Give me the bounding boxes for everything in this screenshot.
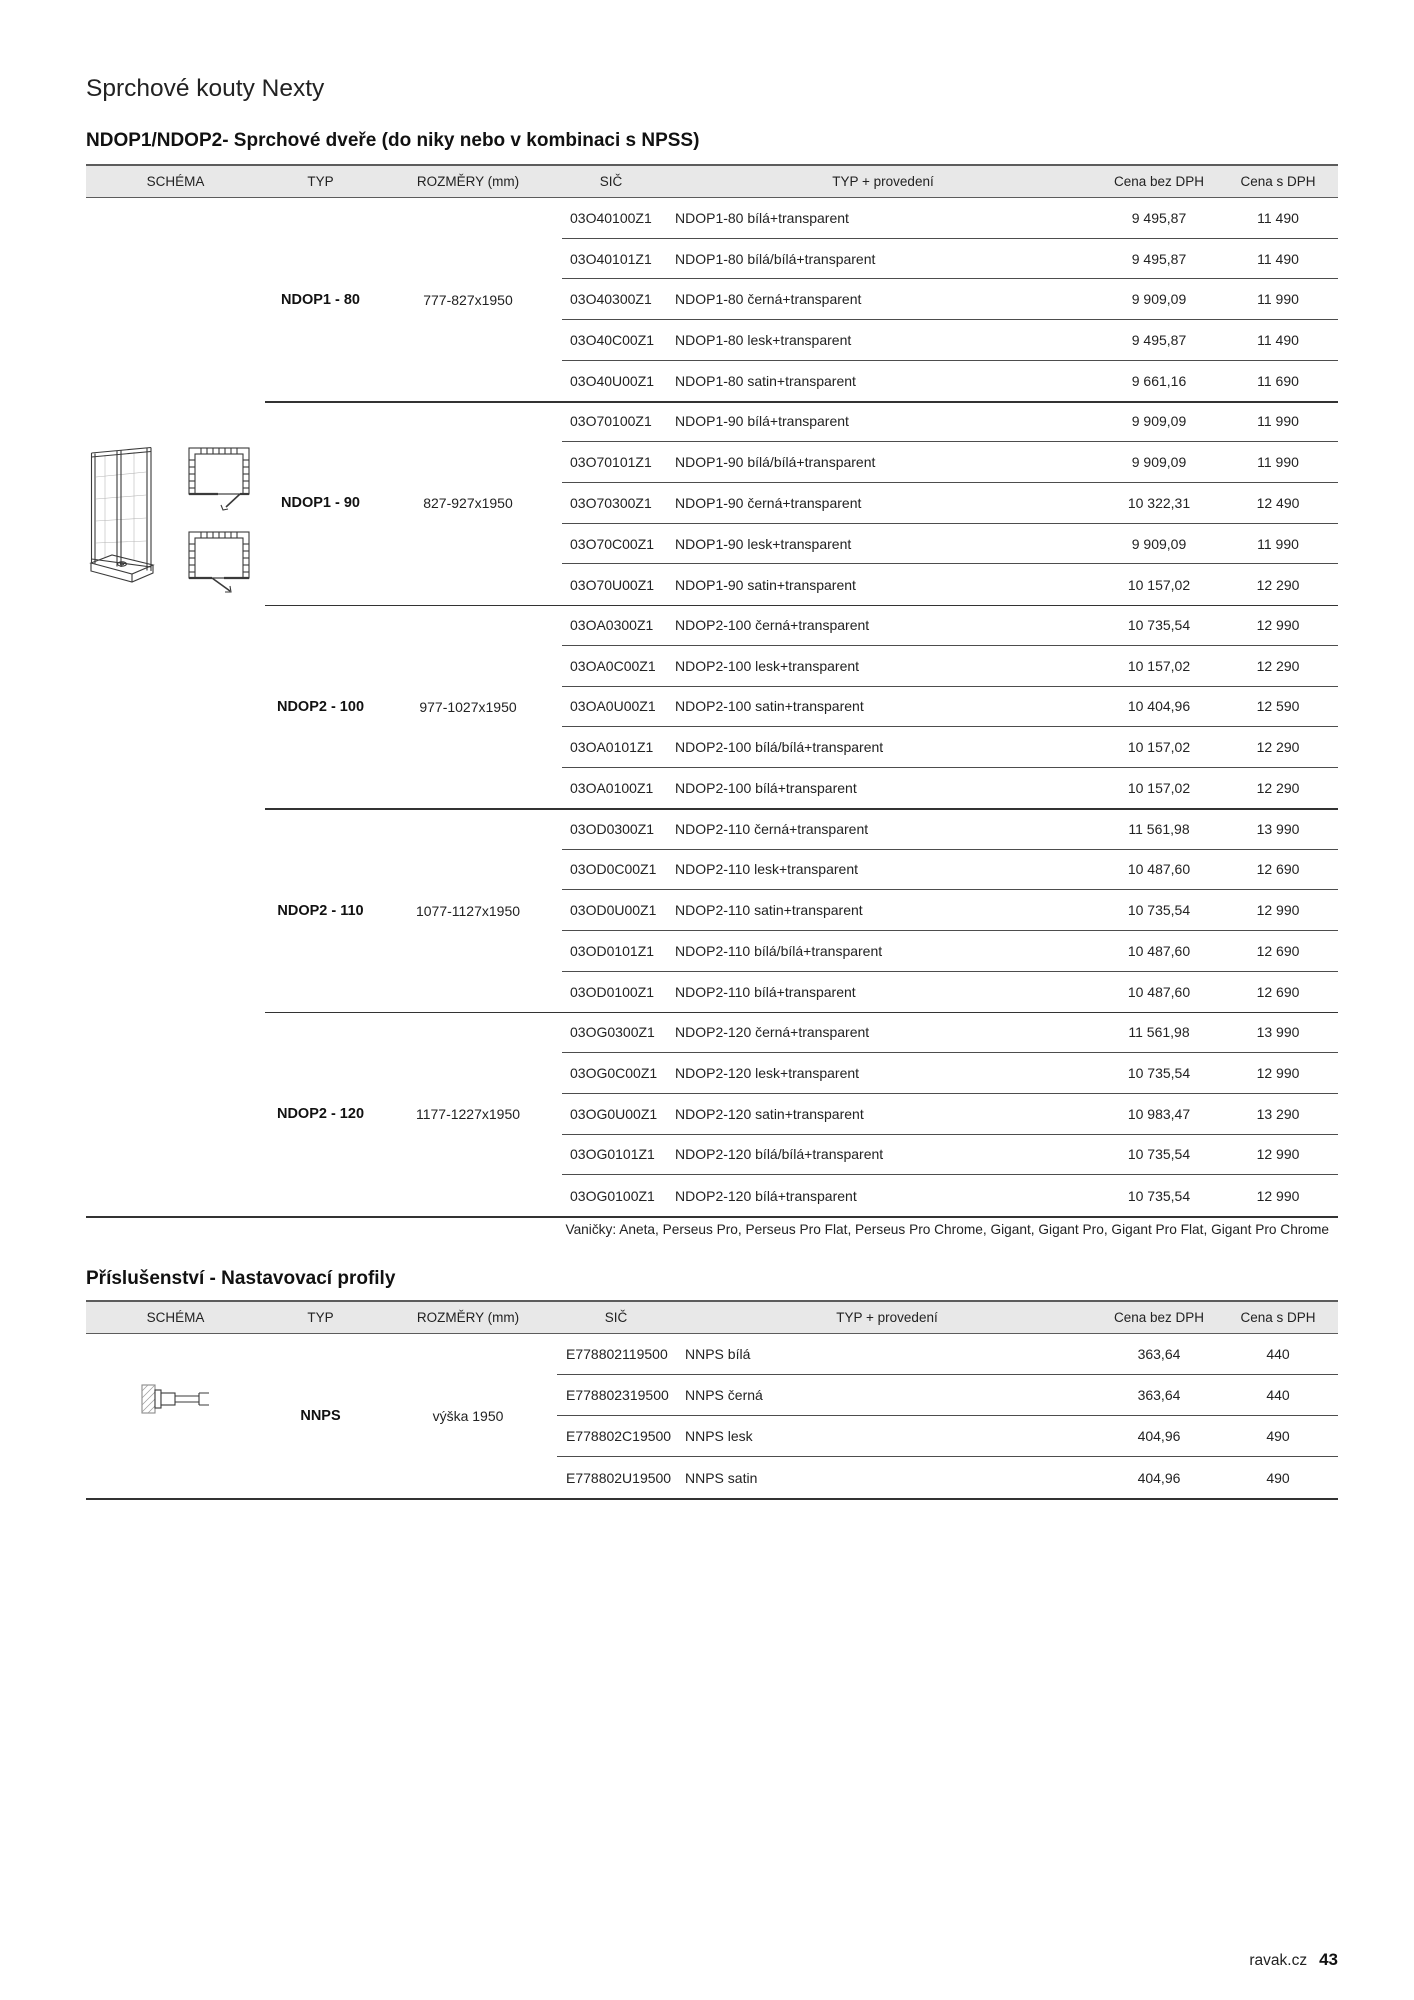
price-with-vat: 13 290 (1256, 1105, 1300, 1122)
price-with-vat: 12 990 (1256, 1064, 1300, 1081)
product-code: 03O40100Z1 (570, 209, 652, 226)
column-header-price-with-vat: Cena s DPH (1240, 174, 1316, 189)
product-code: 03O70100Z1 (570, 413, 652, 430)
variant-rows (562, 198, 1338, 402)
price-with-vat: 12 290 (1256, 780, 1300, 797)
column-header-variant: TYP + provedení (832, 174, 934, 189)
price-with-vat: 11 690 (1257, 373, 1299, 390)
price-with-vat: 11 490 (1257, 209, 1299, 226)
price-with-vat: 12 590 (1256, 698, 1300, 715)
product-group (265, 605, 1338, 809)
product-groups (265, 198, 1338, 1216)
price-with-vat: 440 (1266, 1346, 1290, 1362)
variant-name: NDOP1-90 černá+transparent (675, 494, 862, 511)
column-header-type: TYP (307, 174, 334, 189)
section-heading-doors: NDOP1/NDOP2- Sprchové dveře (do niky nebo v kombinaci s NPSS) (86, 130, 700, 151)
price-without-vat: 404,96 (1137, 1469, 1181, 1486)
product-code: E778802319500 (566, 1387, 669, 1403)
extension-profile-icon (141, 1382, 213, 1416)
price-with-vat: 12 690 (1256, 942, 1300, 959)
variant-name: NDOP2-120 lesk+transparent (675, 1064, 860, 1081)
product-code: 03O70C00Z1 (570, 535, 655, 552)
variant-name: NDOP1-80 černá+transparent (675, 291, 862, 308)
product-group (265, 402, 1338, 606)
product-type: NDOP2 - 100 (276, 698, 365, 715)
price-without-vat: 10 983,47 (1127, 1105, 1191, 1122)
table-row (562, 198, 1338, 239)
variant-name: NDOP2-100 bílá+transparent (675, 780, 857, 797)
cubicle-3d-view (91, 448, 153, 583)
price-with-vat: 11 990 (1257, 535, 1299, 552)
table-row (562, 1094, 1338, 1135)
price-without-vat: 9 661,16 (1131, 373, 1187, 390)
product-code: 03O70300Z1 (570, 494, 652, 511)
variant-name: NNPS bílá (685, 1346, 751, 1362)
variant-name: NDOP2-110 satin+transparent (675, 902, 863, 919)
price-without-vat: 9 909,09 (1131, 535, 1187, 552)
product-dimensions: 977-1027x1950 (419, 698, 517, 715)
variant-name: NDOP2-100 černá+transparent (675, 617, 870, 634)
product-code: 03OG0U00Z1 (570, 1105, 658, 1122)
variant-name: NDOP1-80 bílá+transparent (675, 209, 849, 226)
table-row (562, 483, 1338, 524)
price-without-vat: 9 495,87 (1131, 332, 1187, 349)
price-without-vat: 10 404,96 (1127, 698, 1191, 715)
product-type: NDOP2 - 110 (277, 902, 364, 919)
price-with-vat: 12 990 (1256, 617, 1300, 634)
page-title: Sprchové kouty Nexty (86, 75, 325, 102)
variant-name: NDOP1-80 lesk+transparent (675, 332, 852, 349)
product-code: 03O40C00Z1 (570, 332, 655, 349)
variant-name: NDOP2-100 bílá/bílá+transparent (675, 739, 884, 756)
column-header-schema: SCHÉMA (146, 1310, 205, 1325)
variant-name: NDOP2-120 černá+transparent (675, 1024, 870, 1041)
price-without-vat: 363,64 (1137, 1387, 1181, 1403)
price-without-vat: 404,96 (1137, 1428, 1181, 1444)
page-number: 43 (1319, 1950, 1338, 1969)
column-header-type: TYP (307, 1310, 334, 1325)
variant-rows (562, 402, 1338, 606)
product-code: 03OG0C00Z1 (570, 1064, 658, 1081)
table-row (562, 442, 1338, 483)
price-with-vat: 11 990 (1257, 413, 1299, 430)
table-row (562, 1012, 1338, 1053)
column-header-code: SIČ (599, 174, 623, 189)
product-type: NNPS (300, 1408, 341, 1424)
table-row (562, 890, 1338, 931)
table-row (562, 850, 1338, 891)
plan-view-pivot-door (189, 448, 249, 510)
product-dimensions: 827-927x1950 (423, 495, 513, 512)
price-without-vat: 10 157,02 (1127, 576, 1191, 593)
variant-name: NDOP1-90 bílá+transparent (675, 413, 849, 430)
table-row (562, 361, 1338, 402)
column-header-price-without-vat: Cena bez DPH (1113, 174, 1205, 189)
product-type: NDOP1 - 90 (281, 495, 360, 512)
variant-rows (562, 605, 1338, 809)
product-code: 03OG0100Z1 (570, 1187, 655, 1204)
table-row (557, 1457, 1338, 1498)
price-with-vat: 13 990 (1256, 1024, 1300, 1041)
product-code: 03OD0C00Z1 (570, 861, 657, 878)
price-without-vat: 9 909,09 (1131, 413, 1187, 430)
table-row (562, 524, 1338, 565)
variant-rows (557, 1334, 1338, 1498)
price-without-vat: 9 909,09 (1131, 454, 1187, 471)
product-code: 03OG0300Z1 (570, 1024, 655, 1041)
price-without-vat: 10 735,54 (1127, 617, 1191, 634)
table-row (562, 972, 1338, 1013)
price-with-vat: 11 490 (1257, 332, 1299, 349)
price-without-vat: 10 735,54 (1127, 1146, 1191, 1163)
table-row (562, 605, 1338, 646)
product-code: E778802C19500 (566, 1428, 672, 1444)
section-heading-accessories: Příslušenství - Nastavovací profily (86, 1268, 396, 1289)
price-with-vat: 11 490 (1257, 250, 1299, 267)
variant-name: NDOP2-120 bílá/bílá+transparent (675, 1146, 884, 1163)
variant-name: NDOP2-110 lesk+transparent (675, 861, 858, 878)
price-without-vat: 10 735,54 (1127, 1064, 1191, 1081)
table-row (562, 1135, 1338, 1176)
table-header (86, 164, 1338, 198)
variant-name: NDOP1-90 satin+transparent (675, 576, 856, 593)
page-footer (1249, 1948, 1338, 1973)
table-row (562, 687, 1338, 728)
product-code: 03OD0300Z1 (570, 820, 655, 837)
variant-name: NDOP2-110 bílá+transparent (675, 984, 856, 1001)
price-with-vat: 12 690 (1256, 861, 1300, 878)
price-without-vat: 10 735,54 (1127, 1187, 1191, 1204)
product-code: 03OA0U00Z1 (570, 698, 656, 715)
variant-name: NDOP1-90 lesk+transparent (675, 535, 852, 552)
table-row (562, 931, 1338, 972)
variant-name: NDOP2-110 bílá/bílá+transparent (675, 942, 883, 959)
table-row (562, 646, 1338, 687)
price-without-vat: 363,64 (1137, 1346, 1181, 1362)
table-body (86, 198, 1338, 1218)
price-without-vat: 11 561,98 (1128, 1024, 1190, 1041)
product-code: E778802119500 (566, 1346, 668, 1362)
table-row (562, 279, 1338, 320)
table-row (557, 1334, 1338, 1375)
table-row (562, 768, 1338, 809)
footer-website: ravak.cz (1249, 1952, 1308, 1969)
price-with-vat: 12 990 (1256, 902, 1300, 919)
price-without-vat: 10 322,31 (1127, 494, 1191, 511)
table-row (562, 809, 1338, 850)
price-with-vat: 12 990 (1256, 1187, 1300, 1204)
table-row (562, 1175, 1338, 1216)
variant-name: NDOP2-120 bílá+transparent (675, 1187, 857, 1204)
product-code: 03OD0U00Z1 (570, 902, 657, 919)
product-dimensions: 777-827x1950 (423, 291, 513, 308)
product-type: NDOP1 - 80 (281, 291, 360, 308)
table-row (557, 1375, 1338, 1416)
variant-name: NDOP1-80 bílá/bílá+transparent (675, 250, 876, 267)
product-code: E778802U19500 (566, 1469, 672, 1486)
price-without-vat: 10 157,02 (1127, 739, 1191, 756)
product-code: 03OD0100Z1 (570, 984, 655, 1001)
table-header (86, 1300, 1338, 1334)
product-type: NDOP2 - 120 (276, 1106, 365, 1123)
variant-name: NDOP2-110 černá+transparent (675, 820, 869, 837)
product-code: 03O40U00Z1 (570, 373, 655, 390)
variant-name: NDOP2-100 satin+transparent (675, 698, 864, 715)
plan-view-sliding-door (189, 532, 249, 592)
product-group (265, 1334, 1338, 1498)
variant-name: NNPS satin (685, 1469, 758, 1486)
table-row (562, 564, 1338, 605)
product-dimensions: výška 1950 (432, 1408, 504, 1424)
price-with-vat: 12 290 (1256, 739, 1300, 756)
column-header-variant: TYP + provedení (836, 1310, 938, 1325)
product-code: 03O70U00Z1 (570, 576, 655, 593)
price-with-vat: 13 990 (1256, 820, 1300, 837)
price-with-vat: 12 290 (1256, 576, 1300, 593)
product-group (265, 809, 1338, 1013)
column-header-price-without-vat: Cena bez DPH (1113, 1310, 1205, 1325)
variant-name: NDOP2-120 satin+transparent (675, 1105, 864, 1122)
variant-name: NNPS černá (685, 1387, 763, 1403)
product-code: 03OD0101Z1 (570, 942, 655, 959)
table-row (562, 239, 1338, 280)
table-body (86, 1334, 1338, 1500)
price-with-vat: 11 990 (1257, 291, 1299, 308)
product-dimensions: 1177-1227x1950 (415, 1106, 521, 1123)
table-row (562, 1053, 1338, 1094)
price-without-vat: 10 487,60 (1127, 984, 1191, 1001)
price-with-vat: 490 (1266, 1469, 1290, 1486)
product-code: 03OA0C00Z1 (570, 657, 656, 674)
price-without-vat: 9 495,87 (1131, 209, 1187, 226)
product-dimensions: 1077-1127x1950 (415, 902, 521, 919)
price-without-vat: 9 909,09 (1131, 291, 1187, 308)
price-with-vat: 490 (1266, 1428, 1290, 1444)
product-groups (265, 1334, 1338, 1498)
column-header-dimensions: ROZMĚRY (mm) (416, 1310, 520, 1325)
product-code: 03O40300Z1 (570, 291, 652, 308)
variant-name: NDOP2-100 lesk+transparent (675, 657, 860, 674)
price-with-vat: 12 690 (1256, 984, 1300, 1001)
price-without-vat: 11 561,98 (1128, 820, 1190, 837)
variant-rows (562, 1012, 1338, 1216)
variant-name: NDOP1-80 satin+transparent (675, 373, 856, 390)
accessories-price-table (86, 1300, 1338, 1500)
column-header-price-with-vat: Cena s DPH (1240, 1310, 1316, 1325)
price-with-vat: 440 (1266, 1387, 1290, 1403)
profile-cross-section (142, 1385, 209, 1413)
product-code: 03OG0101Z1 (570, 1146, 655, 1163)
product-code: 03OA0100Z1 (570, 780, 654, 797)
table-row (557, 1416, 1338, 1457)
doors-price-table (86, 164, 1338, 1218)
table-row (562, 727, 1338, 768)
schema-cell (86, 1334, 265, 1498)
price-without-vat: 10 487,60 (1127, 942, 1191, 959)
shower-door-schema-icon (90, 447, 252, 595)
variant-name: NNPS lesk (685, 1428, 753, 1444)
column-header-code: SIČ (604, 1310, 628, 1325)
price-with-vat: 12 490 (1256, 494, 1300, 511)
schema-cell (86, 198, 265, 1216)
product-group (265, 198, 1338, 402)
variant-name: NDOP1-90 bílá/bílá+transparent (675, 454, 876, 471)
column-header-schema: SCHÉMA (146, 174, 205, 189)
product-code: 03O70101Z1 (570, 454, 652, 471)
compatible-trays-note: Vaničky: Aneta, Perseus Pro, Perseus Pro Flat, Perseus Pro Chrome, Gigant, Gigant Pro, Gigant Pro Flat, Gigant Pro Chrome (565, 1222, 1329, 1237)
column-header-dimensions: ROZMĚRY (mm) (416, 174, 520, 189)
price-with-vat: 12 990 (1256, 1146, 1300, 1163)
product-code: 03OA0300Z1 (570, 617, 654, 634)
price-without-vat: 10 157,02 (1127, 780, 1191, 797)
product-code: 03O40101Z1 (570, 250, 652, 267)
variant-rows (562, 809, 1338, 1013)
table-row (562, 402, 1338, 443)
price-without-vat: 10 487,60 (1127, 861, 1191, 878)
price-without-vat: 9 495,87 (1131, 250, 1187, 267)
price-with-vat: 12 290 (1256, 657, 1300, 674)
table-row (562, 320, 1338, 361)
product-code: 03OA0101Z1 (570, 739, 654, 756)
price-with-vat: 11 990 (1257, 454, 1299, 471)
product-group (265, 1012, 1338, 1216)
price-without-vat: 10 735,54 (1127, 902, 1191, 919)
price-without-vat: 10 157,02 (1127, 657, 1191, 674)
